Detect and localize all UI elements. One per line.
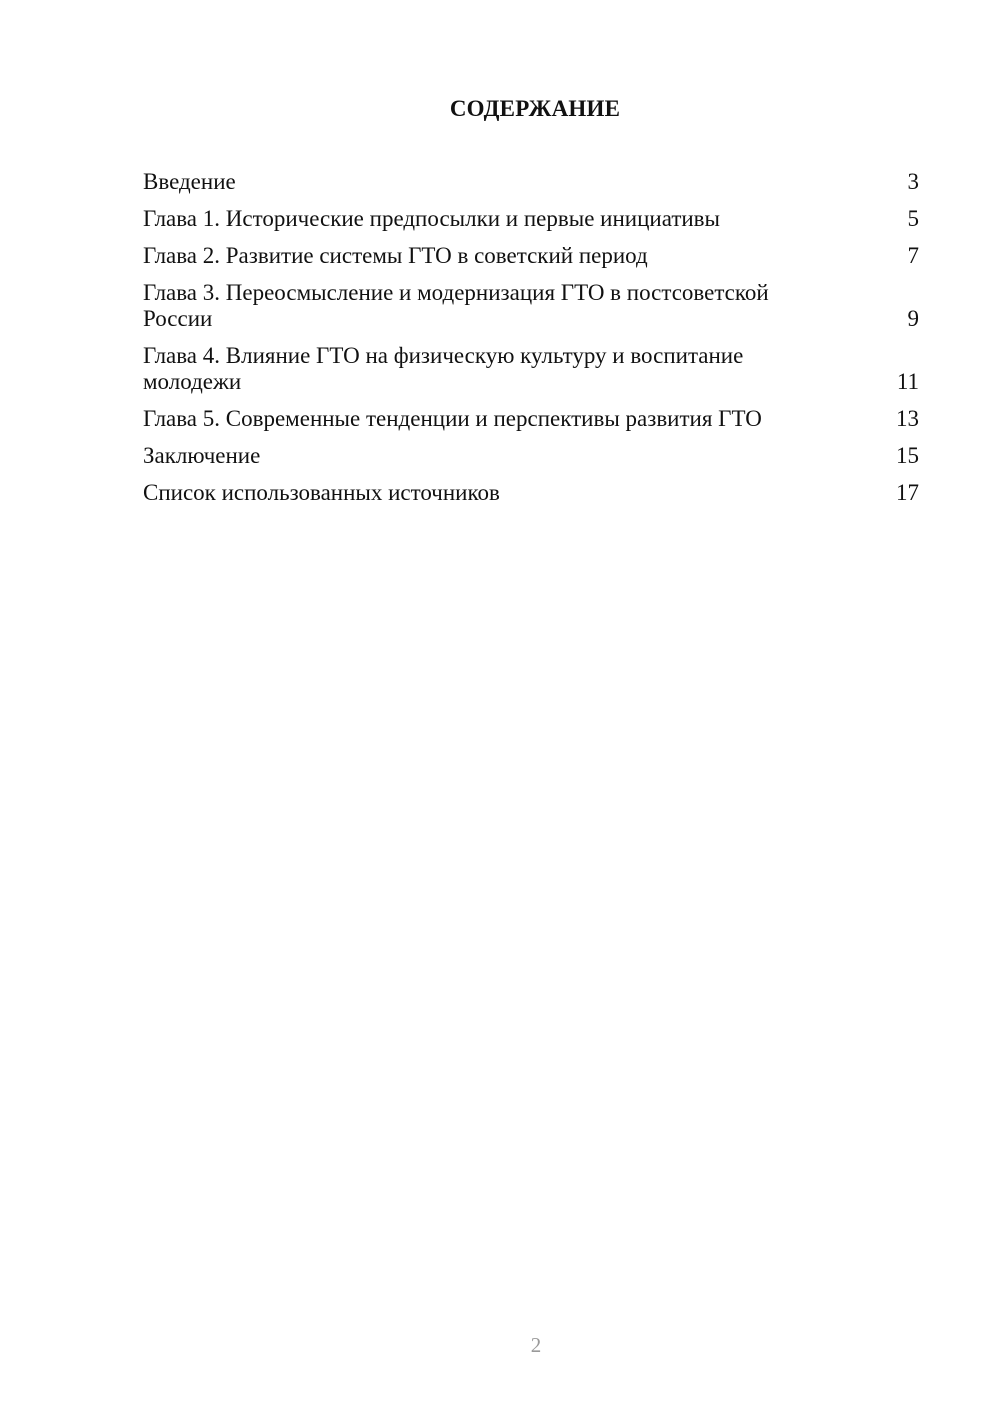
toc-entry-page: 3	[907, 169, 919, 194]
toc-entry-label: Заключение	[143, 443, 261, 468]
toc-entry-chapter-5	[143, 406, 919, 432]
toc-entry-page: 9	[907, 306, 919, 331]
toc-entry-page: 11	[896, 369, 919, 394]
toc-entry-label: Глава 4. Влияние ГТО на физическую культуру и воспитание молодежи	[143, 343, 744, 394]
toc-entry-label: Глава 5. Современные тенденции и перспективы развития ГТО	[143, 406, 762, 431]
toc-entry-page: 15	[896, 443, 919, 468]
toc-entry-conclusion	[143, 443, 919, 469]
toc-entry-label: Глава 2. Развитие системы ГТО в советский период	[143, 243, 648, 268]
toc-entry-chapter-4	[143, 343, 919, 395]
toc-entry-label: Список использованных источников	[143, 480, 500, 505]
toc-entry-label: Глава 1. Исторические предпосылки и первые инициативы	[143, 206, 720, 231]
toc-entry-page: 7	[907, 243, 919, 268]
toc-entry-chapter-1	[143, 206, 919, 232]
toc-entry-references	[143, 480, 919, 506]
toc-entry-page: 13	[896, 406, 919, 431]
toc-entry-page: 5	[907, 206, 919, 231]
toc-entry-chapter-2	[143, 243, 919, 269]
toc-title: СОДЕРЖАНИЕ	[449, 96, 621, 121]
table-of-contents	[143, 169, 919, 517]
toc-entry-label: Введение	[143, 169, 236, 194]
toc-entry-chapter-3	[143, 280, 919, 332]
toc-entry-page: 17	[896, 480, 919, 505]
toc-entry-label: Глава 3. Переосмысление и модернизация ГТО в постсоветской России	[143, 280, 769, 331]
toc-entry-introduction	[143, 169, 919, 195]
page-number: 2	[530, 1333, 542, 1357]
